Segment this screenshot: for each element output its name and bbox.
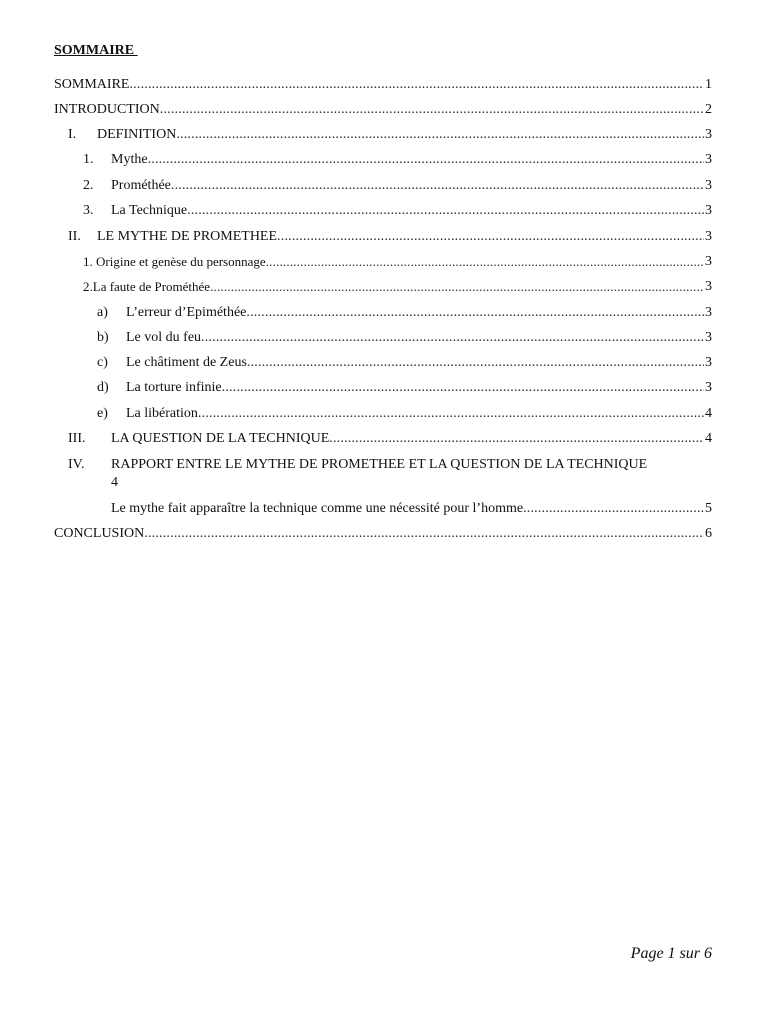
toc-leader-dots [523,500,704,518]
toc-entry-label: Le mythe fait apparaître la technique comme une nécessité pour l’homme [111,501,524,516]
toc-entry-label: LE MYTHE DE PROMETHEE [97,229,278,244]
toc-entry-label: Le châtiment de Zeus [126,355,247,370]
toc-entry-page: 3 [705,229,712,244]
toc-entry-label: SOMMAIRE [54,77,130,92]
toc-leader-dots [329,430,704,448]
toc-entry-number: IV. [68,457,85,472]
footer-total-pages: 6 [704,945,712,962]
toc-entry-label: Mythe [111,152,148,167]
toc-entry-label: LA QUESTION DE LA TECHNIQUE [111,431,330,446]
toc-entry-page: 3 [705,152,712,167]
toc-entry-origine[interactable] [83,251,712,271]
toc-entry-introduction[interactable] [54,99,712,119]
toc-entry-rapport-number [68,454,111,474]
toc-leader-dots [187,202,704,220]
toc-entry-number: II. [68,229,81,244]
page-footer [631,945,712,963]
toc-entry-rapport[interactable] [111,456,712,492]
toc-entry-label: 1. Origine et genèse du personnage [83,254,266,269]
toc-entry-label: Prométhée [111,178,171,193]
toc-entry-page: 3 [705,279,712,294]
toc-entry-le-mythe-fait-apparaitre[interactable] [111,498,712,518]
toc-entry-question-de-la-technique[interactable] [68,428,712,448]
footer-prefix: Page [630,945,668,962]
toc-entry-label: INTRODUCTION [54,102,160,117]
toc-entry-label: La torture infinie [126,380,222,395]
toc-title: SOMMAIRE [54,43,138,58]
toc-leader-dots [144,525,704,543]
toc-entry-number: 3. [83,203,94,218]
toc-entry-page: 3 [705,178,712,193]
toc-leader-dots [201,329,704,347]
toc-leader-dots [246,304,704,322]
toc-entry-number: c) [97,355,108,370]
toc-entry-faute-de-promethee[interactable] [83,276,712,296]
toc-entry-page: 3 [705,254,712,269]
toc-entry-vol-du-feu[interactable] [97,327,712,347]
toc-entry-conclusion[interactable] [54,523,712,543]
toc-entry-number: I. [68,127,77,142]
toc-entry-page: 4 [705,431,712,446]
toc-entry-liberation[interactable] [97,403,712,423]
toc-entry-chatiment-de-zeus[interactable] [97,352,712,372]
toc-entry-page: 3 [705,380,712,395]
toc-entry-page: 4 [705,406,712,421]
toc-entry-page: 3 [705,330,712,345]
toc-entry-definition[interactable] [68,124,712,144]
toc-entry-number: 1. [83,152,94,167]
toc-entry-number: III. [68,431,86,446]
toc-entry-la-technique[interactable] [83,200,712,220]
toc-leader-dots [129,76,704,94]
toc-entry-mythe[interactable] [83,149,712,169]
toc-entry-label: 2.La faute de Prométhée [83,279,211,294]
toc-entry-torture-infinie[interactable] [97,377,712,397]
toc-entry-sommaire[interactable] [54,74,712,94]
footer-middle: sur [675,945,704,962]
toc-entry-page: 2 [705,102,712,117]
toc-leader-dots [210,278,704,296]
toc-entry-page: 4 [111,475,118,490]
toc-leader-dots [171,177,704,195]
toc-entry-page: 5 [705,501,712,516]
toc-entry-page: 3 [705,305,712,320]
toc-leader-dots [198,405,704,423]
toc-entry-promethee[interactable] [83,175,712,195]
toc-entry-page: 6 [705,526,712,541]
toc-entry-page: 3 [705,203,712,218]
toc-entry-label: RAPPORT ENTRE LE MYTHE DE PROMETHEE ET LA QUESTION DE LA TECHNIQUE [111,457,648,472]
toc-leader-dots [160,101,704,119]
toc-entry-number: b) [97,330,109,345]
toc-entry-label: Le vol du feu [126,330,202,345]
toc-leader-dots [222,379,704,397]
footer-current-page: 1 [667,945,676,962]
toc-entry-page: 3 [705,127,712,142]
toc-entry-label: CONCLUSION [54,526,145,541]
toc-entry-number: d) [97,380,109,395]
toc-leader-dots [176,126,704,144]
toc-entry-label: La libération [126,406,198,421]
toc-entry-label: La Technique [111,203,188,218]
toc-entry-label: DEFINITION [97,127,177,142]
toc-entry-erreur-epimethee[interactable] [97,302,712,322]
toc-entry-number: 2. [83,178,94,193]
toc-entry-label: L’erreur d’Epiméthée [126,305,247,320]
toc-entry-page: 3 [705,355,712,370]
toc-leader-dots [247,354,704,372]
toc-leader-dots [266,253,704,271]
toc-entry-page: 1 [705,77,712,92]
toc-entry-number: e) [97,406,108,421]
toc-leader-dots [277,228,704,246]
toc-leader-dots [148,151,704,169]
toc-entry-le-mythe-de-promethee[interactable] [68,226,712,246]
toc-entry-number: a) [97,305,108,320]
